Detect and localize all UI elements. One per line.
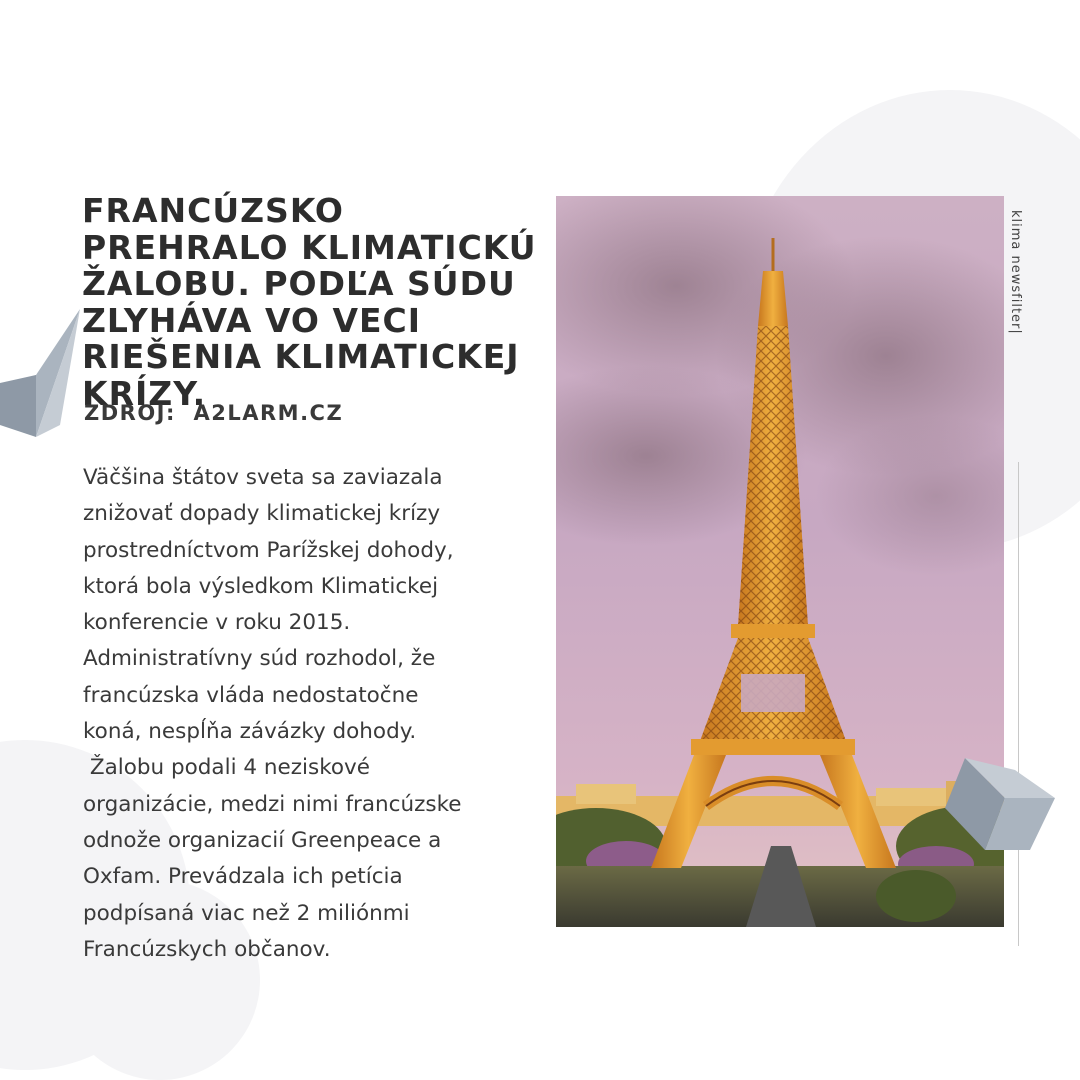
vertical-divider [1018,462,1019,946]
brand-label: klima newsfilter| [1008,210,1023,335]
body-line: Administratívny súd rozhodol, že [83,646,436,672]
body-line: koná, nespĺňa závázky dohody. [83,719,417,745]
body-line: Francúzskych občanov. [83,936,331,962]
paper-fold-shape [0,305,82,440]
body-line: odnože organizacií Greenpeace a [83,827,442,853]
body-line: prostredníctvom Parížskej dohody, [83,537,454,563]
body-line: organizácie, medzi nimi francúzske [83,791,462,817]
body-line: konferencie v roku 2015. [83,610,351,636]
body-line: ktorá bola výsledkom Klimatickej [83,573,439,599]
source-line: ZDROJ: A2LARM.CZ [84,401,344,425]
body-line: Väčšina štátov sveta sa zaviazala [83,465,443,490]
body-line: Oxfam. Prevádzala ich petícia [83,864,403,890]
body-line: francúzska vláda nedostatočne [83,682,419,708]
paper-fold-shape [945,758,1060,853]
body-line: podpísaná viac než 2 miliónmi [83,900,410,926]
headline: FRANCÚZSKO PREHRALO KLIMATICKÚ ŽALOBU. PODĽA SÚDU ZLYHÁVA VO VECI RIEŠENIA KLIMATICKEJ KRÍZY. [82,191,537,413]
eiffel-tower-photo [556,196,1004,927]
body-line: znižovať dopady klimatickej krízy [83,501,441,527]
article-body [83,460,553,968]
body-line: Žalobu podali 4 neziskové [83,755,370,781]
eiffel-tower-illustration [556,196,1004,927]
